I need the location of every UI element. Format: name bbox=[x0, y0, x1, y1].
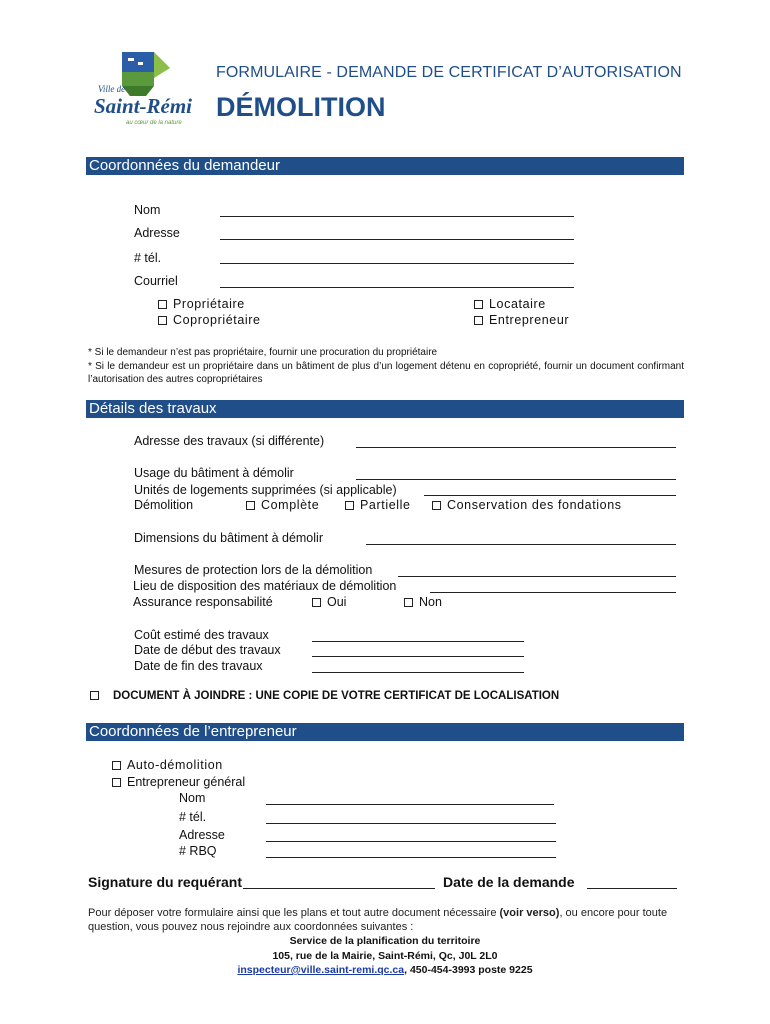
label-demolition: Démolition bbox=[134, 498, 194, 512]
label-adresse: Adresse bbox=[134, 226, 180, 240]
checkbox-icon bbox=[158, 300, 167, 309]
logo-ville: Ville de bbox=[98, 84, 126, 94]
field-courriel[interactable] bbox=[220, 287, 574, 288]
label-disposition: Lieu de disposition des matériaux de démolition bbox=[133, 579, 397, 593]
checkbox-complete[interactable]: Complète bbox=[246, 498, 319, 513]
checkbox-icon bbox=[404, 598, 413, 607]
label-nom: Nom bbox=[134, 203, 161, 217]
label-entrepreneur-tel: # tél. bbox=[179, 810, 207, 824]
field-unites[interactable] bbox=[424, 495, 676, 496]
field-disposition[interactable] bbox=[430, 592, 676, 593]
checkbox-auto-demolition[interactable]: Auto-démolition bbox=[112, 758, 223, 773]
main-title: DÉMOLITION bbox=[216, 92, 386, 122]
checkbox-icon bbox=[474, 300, 483, 309]
field-entrepreneur-adresse[interactable] bbox=[266, 841, 556, 842]
field-protection[interactable] bbox=[398, 576, 676, 577]
footer-contact: inspecteur@ville.saint-remi.qc.ca, 450-454-3993 poste 9225 bbox=[237, 964, 533, 976]
field-date-demande[interactable] bbox=[587, 888, 677, 889]
field-tel[interactable] bbox=[220, 263, 574, 264]
checkbox-entrepreneur-general[interactable]: Entrepreneur général bbox=[112, 775, 245, 790]
footer-email-link[interactable]: inspecteur@ville.saint-remi.qc.ca bbox=[237, 964, 405, 976]
checkbox-entrepreneur[interactable]: Entrepreneur bbox=[474, 313, 569, 328]
note-copropriete: * Si le demandeur est un propriétaire dans un bâtiment de plus d’un logement détenu en copropriété, fournir un document confirmant l’autorisation des autres copropriétaires bbox=[88, 361, 684, 385]
field-entrepreneur-tel[interactable] bbox=[266, 823, 556, 824]
label-usage: Usage du bâtiment à démolir bbox=[134, 466, 294, 480]
field-cout[interactable] bbox=[312, 641, 524, 642]
field-date-debut[interactable] bbox=[312, 656, 524, 657]
label-assurance: Assurance responsabilité bbox=[133, 595, 273, 609]
checkbox-oui[interactable]: Oui bbox=[312, 595, 346, 610]
section-contractor-header: Coordonnées de l’entrepreneur bbox=[86, 723, 684, 741]
label-date-debut: Date de début des travaux bbox=[134, 643, 281, 657]
label-signature: Signature du requérant bbox=[88, 874, 243, 890]
footer-service: Service de la planification du territoire bbox=[289, 935, 481, 947]
checkbox-document[interactable]: DOCUMENT À JOINDRE : UNE COPIE DE VOTRE CERTIFICAT DE LOCALISATION bbox=[90, 690, 559, 702]
label-tel: # tél. bbox=[134, 251, 162, 265]
label-cout: Coût estimé des travaux bbox=[134, 628, 269, 642]
logo-tagline: au cœur de la nature bbox=[126, 120, 182, 126]
field-entrepreneur-rbq[interactable] bbox=[266, 857, 556, 858]
section-works-header: Détails des travaux bbox=[86, 400, 684, 418]
footer-text: Pour déposer votre formulaire ainsi que les plans et tout autre document nécessaire (voir verso), ou encore pour toute question, vous pouvez nous rejoindre aux coordonnées suivantes : bbox=[88, 907, 668, 933]
label-date-fin: Date de fin des travaux bbox=[134, 659, 263, 673]
field-adresse[interactable] bbox=[220, 239, 574, 240]
checkbox-icon bbox=[246, 501, 255, 510]
checkbox-icon bbox=[345, 501, 354, 510]
checkbox-coproprietaire[interactable]: Copropriétaire bbox=[158, 313, 261, 328]
label-adresse-travaux: Adresse des travaux (si différente) bbox=[134, 434, 325, 448]
checkbox-partielle[interactable]: Partielle bbox=[345, 498, 411, 513]
field-adresse-travaux[interactable] bbox=[356, 447, 676, 448]
label-unites: Unités de logements supprimées (si applicable) bbox=[134, 483, 397, 497]
checkbox-locataire[interactable]: Locataire bbox=[474, 297, 546, 312]
label-entrepreneur-adresse: Adresse bbox=[179, 828, 225, 842]
checkbox-non[interactable]: Non bbox=[404, 595, 442, 610]
checkbox-icon bbox=[312, 598, 321, 607]
field-entrepreneur-nom[interactable] bbox=[266, 804, 554, 805]
field-dimensions[interactable] bbox=[366, 544, 676, 545]
checkbox-icon bbox=[474, 316, 483, 325]
footer-address: 105, rue de la Mairie, Saint-Rémi, Qc, J0L 2L0 bbox=[272, 950, 498, 962]
label-protection: Mesures de protection lors de la démolition bbox=[134, 563, 373, 577]
checkbox-proprietaire[interactable]: Propriétaire bbox=[158, 297, 245, 312]
checkbox-icon bbox=[90, 691, 99, 700]
logo-name: Saint-Rémi bbox=[94, 94, 193, 118]
label-dimensions: Dimensions du bâtiment à démolir bbox=[134, 531, 323, 545]
checkbox-icon bbox=[112, 778, 121, 787]
label-entrepreneur-rbq: # RBQ bbox=[179, 844, 217, 858]
section-applicant-header: Coordonnées du demandeur bbox=[86, 157, 684, 175]
checkbox-fondations[interactable]: Conservation des fondations bbox=[432, 498, 622, 513]
field-usage[interactable] bbox=[356, 479, 676, 480]
label-courriel: Courriel bbox=[134, 274, 178, 288]
checkbox-icon bbox=[112, 761, 121, 770]
checkbox-icon bbox=[432, 501, 441, 510]
label-date-demande: Date de la demande bbox=[443, 874, 575, 890]
field-date-fin[interactable] bbox=[312, 672, 524, 673]
note-procuration: * Si le demandeur n’est pas propriétaire, fournir une procuration du propriétaire bbox=[88, 347, 438, 358]
field-nom[interactable] bbox=[220, 216, 574, 217]
form-title: FORMULAIRE - DEMANDE DE CERTIFICAT D’AUTORISATION bbox=[216, 64, 682, 81]
city-logo bbox=[92, 48, 196, 136]
label-entrepreneur-nom: Nom bbox=[179, 791, 206, 805]
field-signature[interactable] bbox=[243, 888, 435, 889]
checkbox-icon bbox=[158, 316, 167, 325]
